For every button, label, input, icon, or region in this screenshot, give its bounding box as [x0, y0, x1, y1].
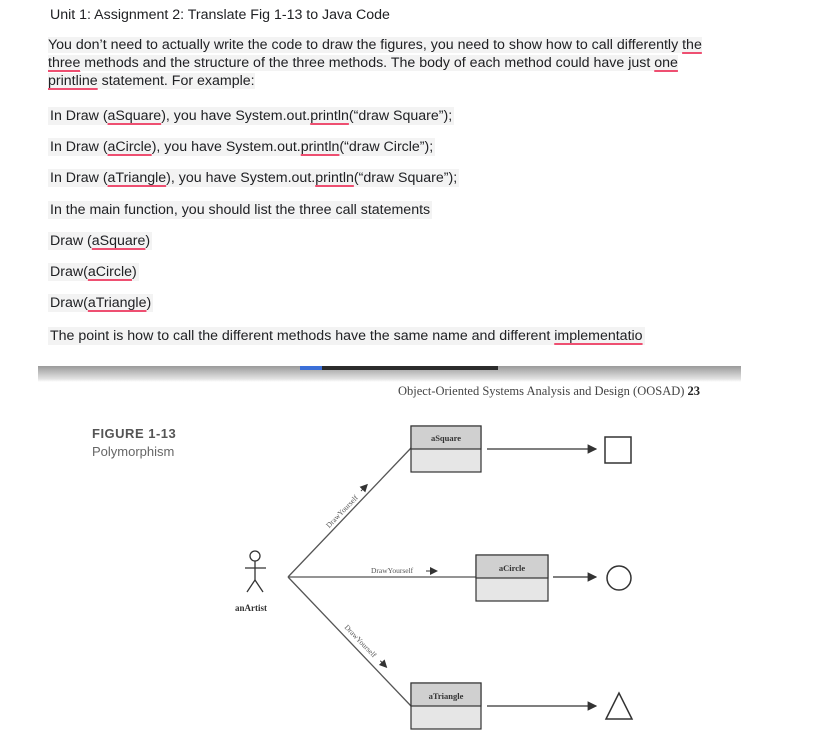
call-statement-square: Draw (aSquare) [50, 233, 151, 249]
intro-paragraph: You don’t need to actually write the code to draw the figures, you need to show how to call differently the three methods and the structure of the three methods. The body of each method could have just one printline statement. For example: [48, 37, 702, 89]
example-triangle: In Draw (aTriangle), you have System.out.println(“draw Square”); [50, 170, 458, 186]
object-box-acircle [476, 555, 548, 601]
closing-point: The point is how to call the different methods have the same name and different implementatio [50, 328, 643, 344]
object-box-atriangle [411, 683, 481, 729]
example-square: In Draw (aSquare), you have System.out.println(“draw Square”); [50, 108, 453, 124]
assignment-document [0, 0, 830, 365]
message-label-square [324, 482, 371, 530]
triangle-shape [606, 693, 632, 719]
svg-text:DrawYourself: DrawYourself [371, 566, 414, 575]
example-circle: In Draw (aCircle), you have System.out.println(“draw Circle”); [50, 139, 434, 155]
message-label-triangle [343, 623, 390, 671]
polymorphism-diagram [38, 366, 741, 733]
object-box-asquare [411, 426, 481, 472]
figure-caption: Polymorphism [92, 444, 175, 459]
svg-text:aTriangle: aTriangle [428, 691, 464, 701]
figure-label: FIGURE 1-13 [92, 426, 177, 441]
message-label-circle [371, 566, 437, 575]
textbook-figure [38, 366, 741, 733]
main-function-note: In the main function, you should list the three call statements [50, 202, 431, 218]
message-line-triangle [288, 577, 411, 706]
svg-text:DrawYourself: DrawYourself [342, 622, 379, 660]
svg-text:aSquare: aSquare [430, 433, 462, 443]
call-statement-triangle: Draw(aTriangle) [50, 295, 152, 311]
svg-text:aCircle: aCircle [498, 563, 526, 573]
page-number: 23 [687, 384, 701, 398]
message-line-square [288, 448, 411, 577]
assignment-title: Unit 1: Assignment 2: Translate Fig 1-13 to Java Code [50, 7, 390, 23]
actor-label: anArtist [235, 603, 267, 613]
book-header: Object-Oriented Systems Analysis and Design (OOSAD) 23 [398, 384, 701, 398]
circle-shape [607, 566, 631, 590]
svg-text:DrawYourself: DrawYourself [324, 493, 360, 530]
call-statement-circle: Draw(aCircle) [50, 264, 137, 280]
actor-stick-figure [245, 551, 266, 592]
square-shape [605, 437, 631, 463]
